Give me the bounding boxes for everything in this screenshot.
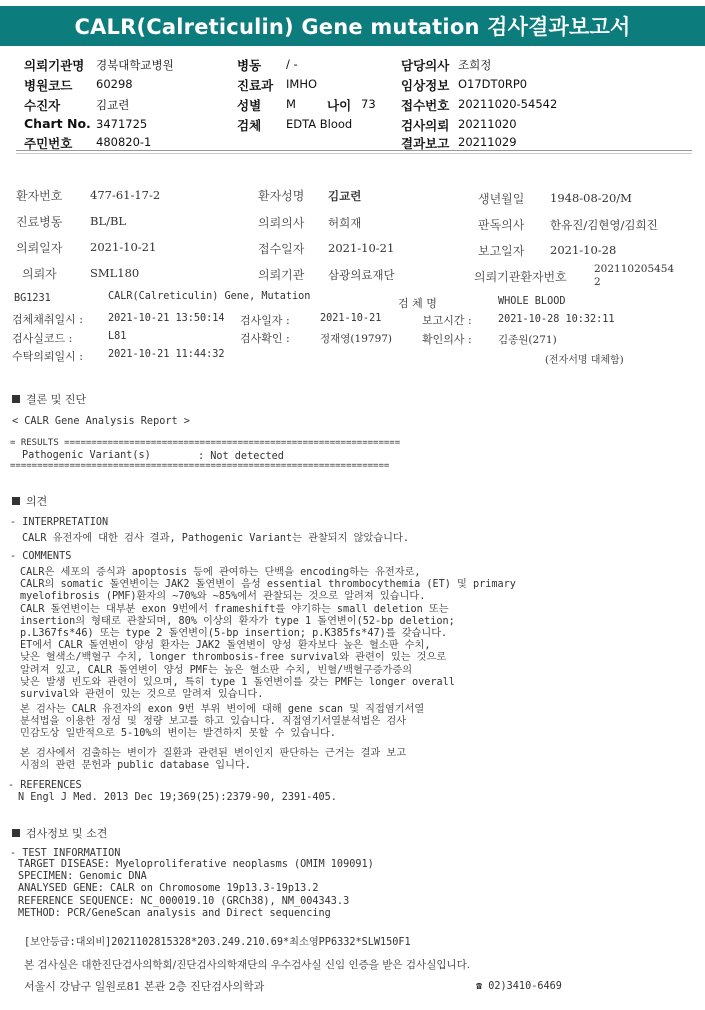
dept-value: IMHO bbox=[286, 77, 318, 91]
references-title: - REFERENCES bbox=[8, 780, 82, 791]
inst-patient-no-label: 의뢰기관환자번호 bbox=[474, 270, 567, 284]
text-line: p.L367fs*46) 또는 type 2 돌연변이(5-bp insertion; p.K385fs*47)를 갖습니다. bbox=[20, 628, 448, 639]
checker-label: 검사확인 : bbox=[240, 332, 290, 345]
specimen-name-value: WHOLE BLOOD bbox=[498, 296, 566, 307]
text-line: CALR의 somatic 돌연변이는 JAK2 돌연변이 음성 essential thrombocythemia (ET) 및 primary bbox=[20, 579, 516, 591]
req-inst-label: 의뢰기관 bbox=[258, 268, 305, 282]
receipt-no-label: 접수번호 bbox=[401, 98, 450, 113]
ward-label: 병동 bbox=[237, 58, 262, 73]
references-text: N Engl J Med. 2013 Dec 19;369(25):2379-90, 2391-405. bbox=[18, 792, 337, 803]
text-line: METHOD: PCR/GeneScan analysis and Direct sequencing bbox=[18, 907, 331, 919]
text-line: 낮은 발생 빈도와 관련이 있으며, 특히 type 1 돌연변이를 갖는 PMF는 longer overall bbox=[20, 676, 455, 688]
rep-date-value: 2021-10-28 bbox=[550, 243, 617, 257]
rec-date-label: 접수일자 bbox=[258, 242, 305, 256]
results-rule: = RESULTS ============================================================== bbox=[10, 438, 401, 448]
doctor-value: 조희정 bbox=[458, 58, 492, 72]
institution-value: 경북대학교병원 bbox=[96, 58, 174, 72]
interpretation-title: - INTERPRETATION bbox=[10, 517, 109, 528]
ward-label: 진료병동 bbox=[16, 215, 63, 229]
reader-label: 판독의사 bbox=[478, 218, 525, 232]
text-line: 본 검사는 CALR 유전자의 exon 9번 부위 변이에 대해 gene scan 및 직접염기서열 bbox=[20, 704, 425, 715]
inst-patient-no-value-2: 2 bbox=[594, 276, 601, 288]
exam-date-value: 2021-10-21 bbox=[320, 313, 382, 324]
text-line: myelofibrosis (PMF)환자의 ~70%와 ~85%에서 관찰되는 것으로 알려져 있습니다. bbox=[20, 591, 426, 603]
room-code-value: L81 bbox=[108, 331, 127, 342]
specimen-value: EDTA Blood bbox=[286, 117, 353, 131]
confirm-doctor-value: 김종원(271) bbox=[498, 334, 557, 346]
report-subtitle: < CALR Gene Analysis Report > bbox=[12, 416, 190, 427]
exam-date-label: 검사일자 : bbox=[240, 314, 290, 327]
text-line: CALR 돌연변이는 대부분 exon 9번에서 frameshift를 야기하는 small deletion 또는 bbox=[20, 603, 449, 615]
text-line: 알려져 있고, CALR 돌연변이 양성 PMF는 높은 혈소판 수치, 빈혈/백혈구증가증의 bbox=[20, 664, 413, 676]
text-line: 민감도상 일반적으로 5-10%의 변이는 발견하지 못할 수 있습니다. bbox=[20, 728, 336, 740]
rec-date-value: 2021-10-21 bbox=[328, 241, 395, 255]
text-line: 본 검사에서 검출하는 변이가 질환과 관련된 변이인지 판단하는 근거는 결과 보고 bbox=[20, 748, 407, 759]
patient-no-label: 환자번호 bbox=[16, 189, 63, 203]
hospital-code-value: 60298 bbox=[96, 77, 133, 91]
text-line: CALR은 세포의 증식과 apoptosis 등에 관여하는 단백을 encoding하는 유전자로, bbox=[20, 567, 421, 578]
lab-phone: ☎ 02)3410-6469 bbox=[476, 981, 562, 992]
report-date-label: 결과보고 bbox=[401, 136, 450, 151]
rrn-value: 480820-1 bbox=[96, 135, 152, 149]
variant-value: : Not detected bbox=[198, 451, 284, 462]
lab-address: 서울시 강남구 일원로81 본관 2층 진단검사의학과 bbox=[24, 980, 265, 993]
ward-value: BL/BL bbox=[90, 214, 127, 228]
specimen-label: 검체 bbox=[237, 118, 262, 133]
request-date-value: 20211020 bbox=[458, 117, 517, 131]
examinee-value: 김교련 bbox=[96, 98, 130, 112]
ward-value: / - bbox=[286, 57, 298, 71]
header-divider bbox=[16, 150, 692, 151]
rrn-label: 주민번호 bbox=[24, 136, 73, 151]
clinical-info-value: O17DT0RP0 bbox=[458, 77, 528, 91]
patient-no-value: 477-61-17-2 bbox=[90, 188, 161, 202]
test-name: CALR(Calreticulin) Gene, Mutation bbox=[108, 291, 311, 302]
collect-label: 검체채취일시 : bbox=[12, 313, 83, 326]
interpretation-text: CALR 유전자에 대한 검사 결과, Pathogenic Variant는 관찰되지 않았습니다. bbox=[22, 533, 409, 544]
test-code: BG1231 bbox=[14, 293, 51, 304]
security-line: [보안등급:대외비]2021102815328*203.249.210.69*최소영PP6332*SLW150F1 bbox=[24, 937, 411, 948]
req-date-value: 2021-10-21 bbox=[90, 240, 157, 254]
dob-label: 생년월일 bbox=[478, 192, 525, 206]
opinion-section-heading bbox=[12, 493, 47, 509]
text-line: insertion의 형태로 관찰되며, 80% 이상의 환자가 type 1 돌연변이(52-bp deletion; bbox=[20, 615, 455, 627]
room-code-label: 검사실코드 : bbox=[12, 332, 73, 345]
sex-label: 성별 bbox=[237, 98, 262, 113]
test-info-heading-text: 검사정보 및 소견 bbox=[26, 827, 108, 840]
result-heading-text: 결론 및 진단 bbox=[26, 393, 87, 406]
scanned-report bbox=[0, 160, 705, 1010]
sex-value: M bbox=[286, 97, 296, 111]
chart-no-label: Chart No. bbox=[24, 116, 91, 131]
text-line: 분석법을 이용한 정성 및 정량 보고를 하고 있습니다. 직접염기서열분석법은 검사 bbox=[20, 716, 407, 728]
report-date-value: 20211029 bbox=[458, 135, 517, 149]
header-divider-shadow bbox=[16, 153, 692, 154]
inst-patient-no-value: 202110205454 bbox=[594, 263, 675, 275]
reader-value: 한유진/김현영/김희진 bbox=[550, 218, 658, 232]
confirm-doctor-label: 확인의사 : bbox=[422, 333, 472, 346]
text-line: survival와 관련이 있는 것으로 알려져 있습니다. bbox=[20, 689, 264, 700]
checker-value: 정재영(19797) bbox=[320, 333, 393, 345]
text-line: TARGET DISEASE: Myeloproliferative neoplasms (OMIM 109091) bbox=[18, 859, 374, 870]
esign-note: (전자서명 대체함) bbox=[545, 355, 624, 366]
square-bullet-icon bbox=[12, 395, 20, 403]
patient-name-label: 환자성명 bbox=[258, 189, 305, 203]
receipt-no-value: 20211020-54542 bbox=[458, 97, 558, 111]
test-info-title: - TEST INFORMATION bbox=[10, 848, 121, 859]
header-info bbox=[0, 52, 705, 152]
hospital-code-label: 병원코드 bbox=[24, 78, 73, 93]
rep-date-label: 보고일자 bbox=[478, 244, 525, 258]
text-line: 시점의 관련 문헌과 public database 입니다. bbox=[20, 760, 251, 772]
square-bullet-icon bbox=[12, 829, 20, 837]
clinical-info-label: 임상정보 bbox=[401, 78, 450, 93]
req-inst-value: 삼광의료재단 bbox=[328, 268, 395, 282]
chart-no-value: 3471725 bbox=[96, 117, 148, 131]
text-line: 낮은 혈색소/백혈구 수치, longer thrombosis-free survival와 관련이 있는 것으로 bbox=[20, 652, 447, 664]
examinee-label: 수진자 bbox=[24, 98, 61, 113]
report-time-value: 2021-10-28 10:32:11 bbox=[498, 314, 615, 325]
consign-label: 수탁의뢰일시 : bbox=[12, 350, 83, 363]
req-doctor-label: 의뢰의사 bbox=[258, 216, 305, 230]
req-date-label: 의뢰일자 bbox=[16, 241, 63, 255]
consign-value: 2021-10-21 11:44:32 bbox=[108, 349, 225, 360]
institution-label: 의뢰기관명 bbox=[24, 58, 85, 73]
requester-value: SML180 bbox=[90, 266, 140, 280]
req-doctor-value: 허희재 bbox=[328, 216, 362, 230]
specimen-name-label: 검 체 명 bbox=[398, 297, 437, 310]
report-time-label: 보고시간 : bbox=[422, 314, 472, 327]
age-value: 73 bbox=[361, 97, 376, 111]
certification-text: 본 검사실은 대한진단검사의학회/진단검사의학재단의 우수검사실 신임 인증을 받은 검사실입니다. bbox=[24, 959, 471, 971]
comments-title: - COMMENTS bbox=[10, 551, 72, 562]
patient-name-value: 김교련 bbox=[328, 189, 362, 203]
variant-label: Pathogenic Variant(s) bbox=[22, 450, 151, 461]
text-line: ET에서 CALR 돌연변이 양성 환자는 JAK2 돌연변이 양성 환자보다 높은 혈소판 수치, bbox=[20, 640, 431, 652]
doctor-label: 담당의사 bbox=[401, 58, 450, 73]
test-info-section-heading bbox=[12, 825, 107, 841]
square-bullet-icon bbox=[12, 497, 20, 505]
results-double-rule: ====================================================================== bbox=[10, 461, 390, 471]
dept-label: 진료과 bbox=[237, 78, 274, 93]
text-line: ANALYSED GENE: CALR on Chromosome 19p13.3-19p13.2 bbox=[18, 883, 319, 895]
requester-label: 의뢰자 bbox=[22, 267, 57, 281]
dob-value: 1948-08-20/M bbox=[550, 191, 632, 205]
text-line: REFERENCE SEQUENCE: NC_000019.10 (GRCh38), NM_004343.3 bbox=[18, 895, 350, 907]
opinion-heading-text: 의견 bbox=[26, 495, 48, 508]
result-section-heading bbox=[12, 391, 86, 407]
collect-value: 2021-10-21 13:50:14 bbox=[108, 313, 225, 324]
request-date-label: 검사의뢰 bbox=[401, 118, 450, 133]
text-line: SPECIMEN: Genomic DNA bbox=[18, 871, 147, 883]
report-title: CALR(Calreticulin) Gene mutation 검사결과보고서 bbox=[0, 6, 705, 46]
age-label: 나이 bbox=[327, 98, 352, 113]
